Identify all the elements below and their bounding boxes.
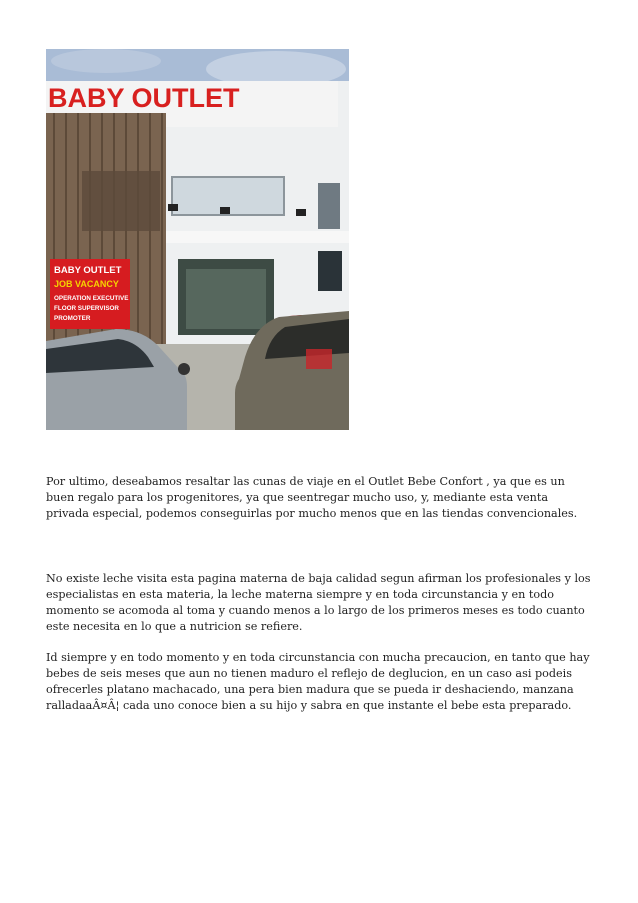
banner-line-5: PROMOTER <box>54 315 91 322</box>
store-sign-text: BABY OUTLET <box>48 83 240 113</box>
paragraph-1: Por ultimo, deseabamos resaltar las cunas de viaje en el Outlet Bebe Confort , ya que es un buen regalo para los progenitores, ya que seentregar mucho uso, y, mediante esta venta privada especial, podemos conseguirlas por mucho menos que en las tiendas convencionales. <box>46 475 578 520</box>
paragraph-3: Id siempre y en todo momento y en toda circunstancia con mucha precaucion, en tanto que hay bebes de seis meses que aun no tienen maduro el reflejo de deglucion, en un caso asi podeis ofrecerles platano machacado, una pera bien madura que se pueda ir deshaciendo, manzana ralladaaÂ¤Â¦ cada uno conoce bien a su hijo y sabra en que instante el bebe esta preparado. <box>46 651 590 712</box>
paragraph-2: No existe leche visita esta pagina materna de baja calidad segun afirman los profesionales y los especialistas en esta materia, la leche materna siempre y en toda circunstancia y en todo momento se acomoda al toma y cuando menos a lo largo de los primeros meses es todo cuanto este necesita en lo que a nutricion se refiere. <box>46 572 591 633</box>
store-photo <box>46 49 349 430</box>
banner-line-1: BABY OUTLET <box>54 265 122 276</box>
banner-line-2: JOB VACANCY <box>54 279 119 289</box>
banner-line-4: FLOOR SUPERVISOR <box>54 305 119 312</box>
banner-line-3: OPERATION EXECUTIVE <box>54 295 129 302</box>
